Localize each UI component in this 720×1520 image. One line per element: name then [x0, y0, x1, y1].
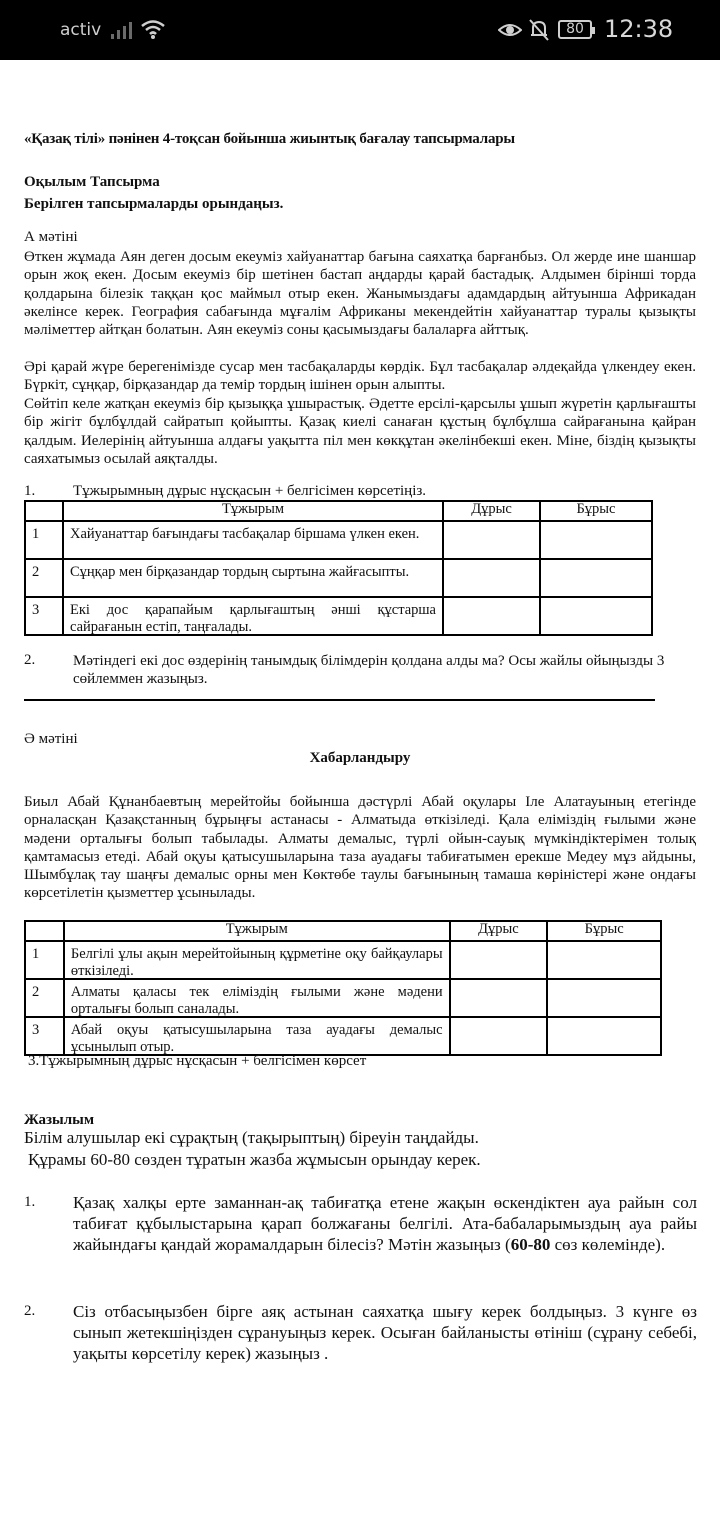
false-answer-cell[interactable]: [547, 979, 661, 1017]
text-b-title: Хабарландыру: [309, 750, 411, 766]
question-2-text: Мәтіндегі екі дос өздерінің танымдық білімдерін қолдана алды ма? Осы жайлы ойыңызды 3 сөйлеммен жазыңыз.: [73, 653, 665, 687]
row-number: 1: [25, 521, 63, 559]
text-a-paragraph-3: Сөйтіп келе жатқан екеуміз бір қызыққа ұшырастық. Әдетте ерсілі-қарсылы ұшып жүретін қарлығашты бір жігіт бұлбұлдай сайратып қойыпты. Қазақ киелі санаған құстың бұлбұлша сайрағанына қайран қалдым. Иелерінің айтуынша алдағы уақытта піл мен көкқұтан әкелінбекші екен. Міне, біздің қызықты саяхатымыз осылай аяқталды.: [24, 396, 696, 467]
word-count: 60-80: [510, 1235, 551, 1254]
writing-intro-1: Білім алушылар екі сұрақтың (тақырыптың) біреуін таңдайды.: [24, 1128, 479, 1147]
true-answer-cell[interactable]: [443, 521, 540, 559]
wifi-icon: [140, 18, 166, 44]
text-a-label: А мәтіні: [24, 229, 78, 245]
table-row: [25, 521, 652, 559]
clock: 12:38: [604, 15, 674, 43]
signal-icon: [110, 20, 134, 44]
row-statement: Абай оқуы қатысушыларына таза ауадағы демалыс ұсынылып отыр.: [70, 1022, 443, 1054]
table-header-statement: Тұжырым: [225, 922, 288, 937]
statement-table-a: [24, 500, 653, 636]
writing-task-1-number: 1.: [24, 1194, 36, 1210]
table-header-true: Дұрыс: [478, 922, 519, 937]
row-number: 3: [25, 597, 63, 635]
table-row: [25, 559, 652, 597]
row-statement: Хайуанаттар бағындағы тасбақалар біршама үлкен екен.: [70, 526, 420, 542]
row-statement: Сұңқар мен бірқазандар тордың сыртына жайғасыпты.: [70, 564, 410, 580]
table-header-false: Бұрыс: [584, 922, 624, 937]
text-a-paragraph-1: Өткен жұмада Аян деген досым екеуміз хайуанаттар бағына саяхатқа барғанбыз. Ол жерде ине шаншар орын жоқ екен. Досым екеуміз бір шетінен бастап аңдарды қарай бастадық. Алдымен бірінші торда қолдарына білезік таққан қос маймыл отыр екен. Жанымыздағы адамдардың айтуынша Африкадан әкелінсе керек. География сабағында мұғалім Африканы мекендейтін хайуанаттар туралы қызықты мәліметтер айтқан болатын. Аян екеуміз соны қасымыздағы балаларға айттық.: [24, 249, 696, 339]
question-1-number: 1.: [24, 483, 36, 499]
false-answer-cell[interactable]: [540, 597, 652, 635]
status-bar: [0, 0, 720, 60]
section-reading-heading: Оқылым Тапсырма: [24, 174, 160, 190]
instruction: Берілген тапсырмаларды орындаңыз.: [24, 196, 284, 212]
text-a-paragraph-2: Әрі қарай жүре берегенімізде сусар мен тасбақаларды көрдік. Бұл тасбақалар әлдеқайда үлкендеу екен. Бүркіт, сұңқар, бірқазандар да темір тордың ішінен орын алыпты.: [24, 359, 696, 394]
battery-icon: 80: [558, 20, 592, 39]
false-answer-cell[interactable]: [547, 1017, 661, 1055]
table-row: [25, 979, 661, 1017]
writing-task-1-after: сөз көлемінде).: [550, 1235, 666, 1254]
writing-task-2-number: 2.: [24, 1303, 36, 1319]
writing-task-1-text: [73, 1192, 697, 1255]
row-number: 2: [25, 559, 63, 597]
writing-task-1-before: Қазақ халқы ерте заманнан-ақ табиғатқа етене жақын өскендіктен ауа райын сол табиғат құбылыстарына қарап болжағаны белгілі. Ата-бабаларымыздың ауа райы жайындағы қандай жорамалдарын білесіз? Мәтін жазыңыз (: [73, 1193, 697, 1254]
row-statement: Белгілі ұлы ақын мерейтойының құрметіне оқу байқаулары өткізіледі.: [70, 946, 443, 978]
answer-line[interactable]: [24, 699, 655, 701]
statement-table-b: [24, 920, 662, 1056]
table-header-true: Дұрыс: [471, 502, 512, 517]
true-answer-cell[interactable]: [450, 979, 548, 1017]
false-answer-cell[interactable]: [547, 941, 661, 979]
table-row: [25, 597, 652, 635]
text-b-paragraph: Биыл Абай Құнанбаевтың мерейтойы бойынша дәстүрлі Абай оқулары Іле Алатауының етегінде орналасқан Қазақстанның бұрыңғы астанасы - Алматыда өткізіледі. Қала еліміздің ғылыми және мәдени орталығы болып табылады. Алматы демалыс, түрлі ойын-сауық мүмкіндіктерімен толық қамтамасыз етеді. Абай оқуы қатысушыларына таза ауадағы табиғатымен ерекше Медеу мұз айдыны, Шымбұлақ тау шаңғы демалыс орны мен Көктөбе таулы бағынының тамаша көріністері және ондағы көрсетілетін қызметтер ұсынылады.: [24, 794, 696, 902]
mute-bell-icon: [528, 18, 550, 46]
section-writing-heading: Жазылым: [24, 1112, 95, 1128]
document-title: «Қазақ тілі» пәнінен 4-тоқсан бойынша жиынтық бағалау тапсырмалары: [24, 131, 515, 147]
true-answer-cell[interactable]: [443, 597, 540, 635]
true-answer-cell[interactable]: [450, 941, 548, 979]
false-answer-cell[interactable]: [540, 521, 652, 559]
question-3-text: 3.Тұжырымның дұрыс нұсқасын + белгісімен көрсет: [28, 1053, 367, 1069]
eye-comfort-icon: [498, 19, 522, 45]
writing-task-2-text: Сіз отбасыңызбен бірге аяқ астынан саяхатқа шығу керек болдыңыз. 3 күнге өз сынып жетекшіңізден сұрануыңыз керек. Осыған байланысты өтініш (сұрану себебі, уақыты көрсетілу керек) жазыңыз .: [73, 1302, 697, 1363]
row-statement: Алматы қаласы тек еліміздің ғылыми және мәдени орталығы болып саналады.: [70, 984, 443, 1016]
row-number: 3: [25, 1017, 64, 1055]
text-b-label: Ә мәтіні: [24, 731, 78, 747]
table-row: [25, 1017, 661, 1055]
table-header-statement: Тұжырым: [221, 502, 285, 517]
true-answer-cell[interactable]: [450, 1017, 548, 1055]
false-answer-cell[interactable]: [540, 559, 652, 597]
table-row: [25, 941, 661, 979]
true-answer-cell[interactable]: [443, 559, 540, 597]
question-1-text: Тұжырымның дұрыс нұсқасын + белгісімен көрсетіңіз.: [73, 483, 427, 499]
row-number: 1: [25, 941, 64, 979]
writing-intro-2: Құрамы 60-80 сөзден тұратын жазба жұмысын орындау керек.: [28, 1150, 481, 1169]
question-2-number: 2.: [24, 652, 36, 668]
row-statement: Екі дос қарапайым қарлығаштың әнші құстарша сайрағанын естіп, таңғалады.: [70, 602, 436, 634]
row-number: 2: [25, 979, 64, 1017]
carrier-label: activ: [60, 20, 102, 40]
table-header-false: Бұрыс: [576, 502, 616, 517]
